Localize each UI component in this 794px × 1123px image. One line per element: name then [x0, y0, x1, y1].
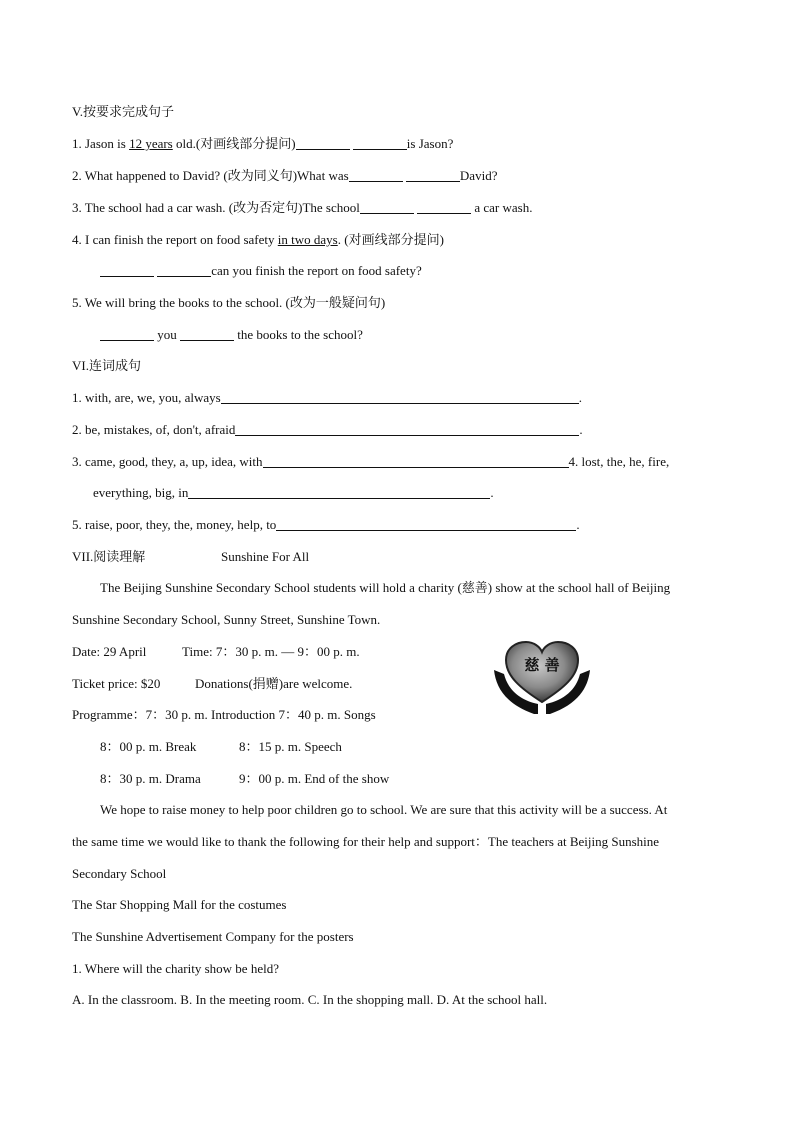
s6-question-3 — [72, 454, 669, 470]
period: . — [579, 422, 583, 437]
s5-q3-text-a: 3. The school had a car wash. (改为否定句)The school — [72, 200, 360, 215]
s5-q3-text-c: a car wash. — [471, 200, 533, 215]
s5-question-4 — [72, 232, 444, 248]
s6-question-2 — [72, 422, 583, 438]
answer-blank[interactable] — [360, 201, 414, 214]
charity-heart-hands-icon — [490, 638, 594, 718]
s5-q4-text-a: 4. I can finish the report on food safety — [72, 232, 278, 247]
s5-q4-text-b: . (对画线部分提问) — [337, 232, 444, 247]
section5-title: V.按要求完成句子 — [72, 104, 174, 119]
answer-blank[interactable] — [100, 264, 154, 277]
answer-blank[interactable] — [417, 201, 471, 214]
answer-blank[interactable] — [100, 328, 154, 341]
programme: Programme：7：30 p. m. Introduction 7：40 p. m. Songs — [72, 707, 376, 722]
period: . — [490, 485, 494, 500]
answer-blank[interactable] — [157, 264, 211, 277]
s6-q1-words: 1. with, are, we, you, always — [72, 390, 221, 405]
passage-p2-line3: Secondary School — [72, 866, 167, 881]
s6-q2-words: 2. be, mistakes, of, don't, afraid — [72, 422, 236, 437]
s6-q4-words-b: everything, big, in — [93, 485, 189, 500]
event-time: Time: 7：30 p. m. — 9：00 p. m. — [182, 644, 360, 659]
reading-question-1-options: A. In the classroom. B. In the meeting room. C. In the shopping mall. D. At the school hall. — [72, 992, 548, 1007]
s5-q5-text-b: you — [154, 327, 180, 342]
s5-q1-text-b: old.(对画线部分提问) — [172, 136, 296, 151]
answer-blank[interactable] — [180, 328, 234, 341]
s5-question-2 — [72, 168, 497, 184]
s6-question-4-cont — [93, 485, 494, 501]
s5-q2-text-a: 2. What happened to David? (改为同义句)What was — [72, 168, 349, 183]
s6-question-5 — [72, 517, 580, 533]
passage-p2-line2: the same time we would like to thank the following for their help and support：The teachers at Beijing Sunshine — [72, 834, 660, 849]
answer-line[interactable] — [221, 391, 579, 404]
s6-q3-words: 3. came, good, they, a, up, idea, with — [72, 454, 263, 469]
s6-q4-words-a: 4. lost, the, he, fire, — [568, 454, 670, 469]
answer-line[interactable] — [188, 486, 490, 499]
ticket-price: Ticket price: $20 — [72, 676, 161, 691]
schedule-break: 8：00 p. m. Break — [100, 739, 197, 754]
passage-p1-line2: Sunshine Secondary School, Sunny Street, Sunshine Town. — [72, 612, 381, 627]
passage-p1-line1: The Beijing Sunshine Secondary School students will hold a charity (慈善) show at the school hall of Beijing — [100, 580, 671, 595]
s5-q1-text-a: 1. Jason is — [72, 136, 130, 151]
s5-question-4-answer — [100, 263, 422, 279]
answer-blank[interactable] — [353, 137, 407, 150]
passage-p2-line1: We hope to raise money to help poor children go to school. We are sure that this activity will be a success. At — [100, 802, 668, 817]
s5-q4-text-c: can you finish the report on food safety? — [211, 263, 422, 278]
s5-q4-underlined: in two days — [277, 232, 338, 247]
section7-title: VII.阅读理解 — [72, 549, 146, 564]
logo-lettering: 慈 善 — [524, 656, 560, 674]
answer-blank[interactable] — [296, 137, 350, 150]
passage-title: Sunshine For All — [221, 549, 310, 564]
period: . — [578, 390, 582, 405]
s5-question-5 — [72, 295, 385, 311]
s5-q1-text-c: is Jason? — [406, 136, 454, 151]
donations: Donations(捐赠)are welcome. — [195, 676, 353, 691]
s5-question-1 — [72, 136, 453, 152]
period: . — [576, 517, 580, 532]
answer-line[interactable] — [235, 423, 579, 436]
s6-question-1 — [72, 390, 582, 406]
schedule-end: 9：00 p. m. End of the show — [239, 771, 390, 786]
s5-q5-text-c: the books to the school? — [234, 327, 363, 342]
s5-q5-text-a: 5. We will bring the books to the school. (改为一般疑问句) — [72, 295, 386, 310]
answer-line[interactable] — [276, 518, 576, 531]
schedule-speech: 8：15 p. m. Speech — [239, 739, 342, 754]
s6-q5-words: 5. raise, poor, they, the, money, help, to — [72, 517, 277, 532]
s5-q2-text-c: David? — [459, 168, 498, 183]
s5-q1-underlined: 12 years — [129, 136, 173, 151]
answer-blank[interactable] — [406, 169, 460, 182]
answer-line[interactable] — [263, 455, 569, 468]
answer-blank[interactable] — [349, 169, 403, 182]
s5-question-5-answer — [100, 327, 363, 343]
schedule-drama: 8：30 p. m. Drama — [100, 771, 201, 786]
s5-question-3 — [72, 200, 532, 216]
section6-title: VI.连词成句 — [72, 358, 141, 373]
reading-question-1: 1. Where will the charity show be held? — [72, 961, 279, 976]
thanks-mall: The Star Shopping Mall for the costumes — [72, 897, 287, 912]
event-date: Date: 29 April — [72, 644, 147, 659]
thanks-company: The Sunshine Advertisement Company for the posters — [72, 929, 354, 944]
